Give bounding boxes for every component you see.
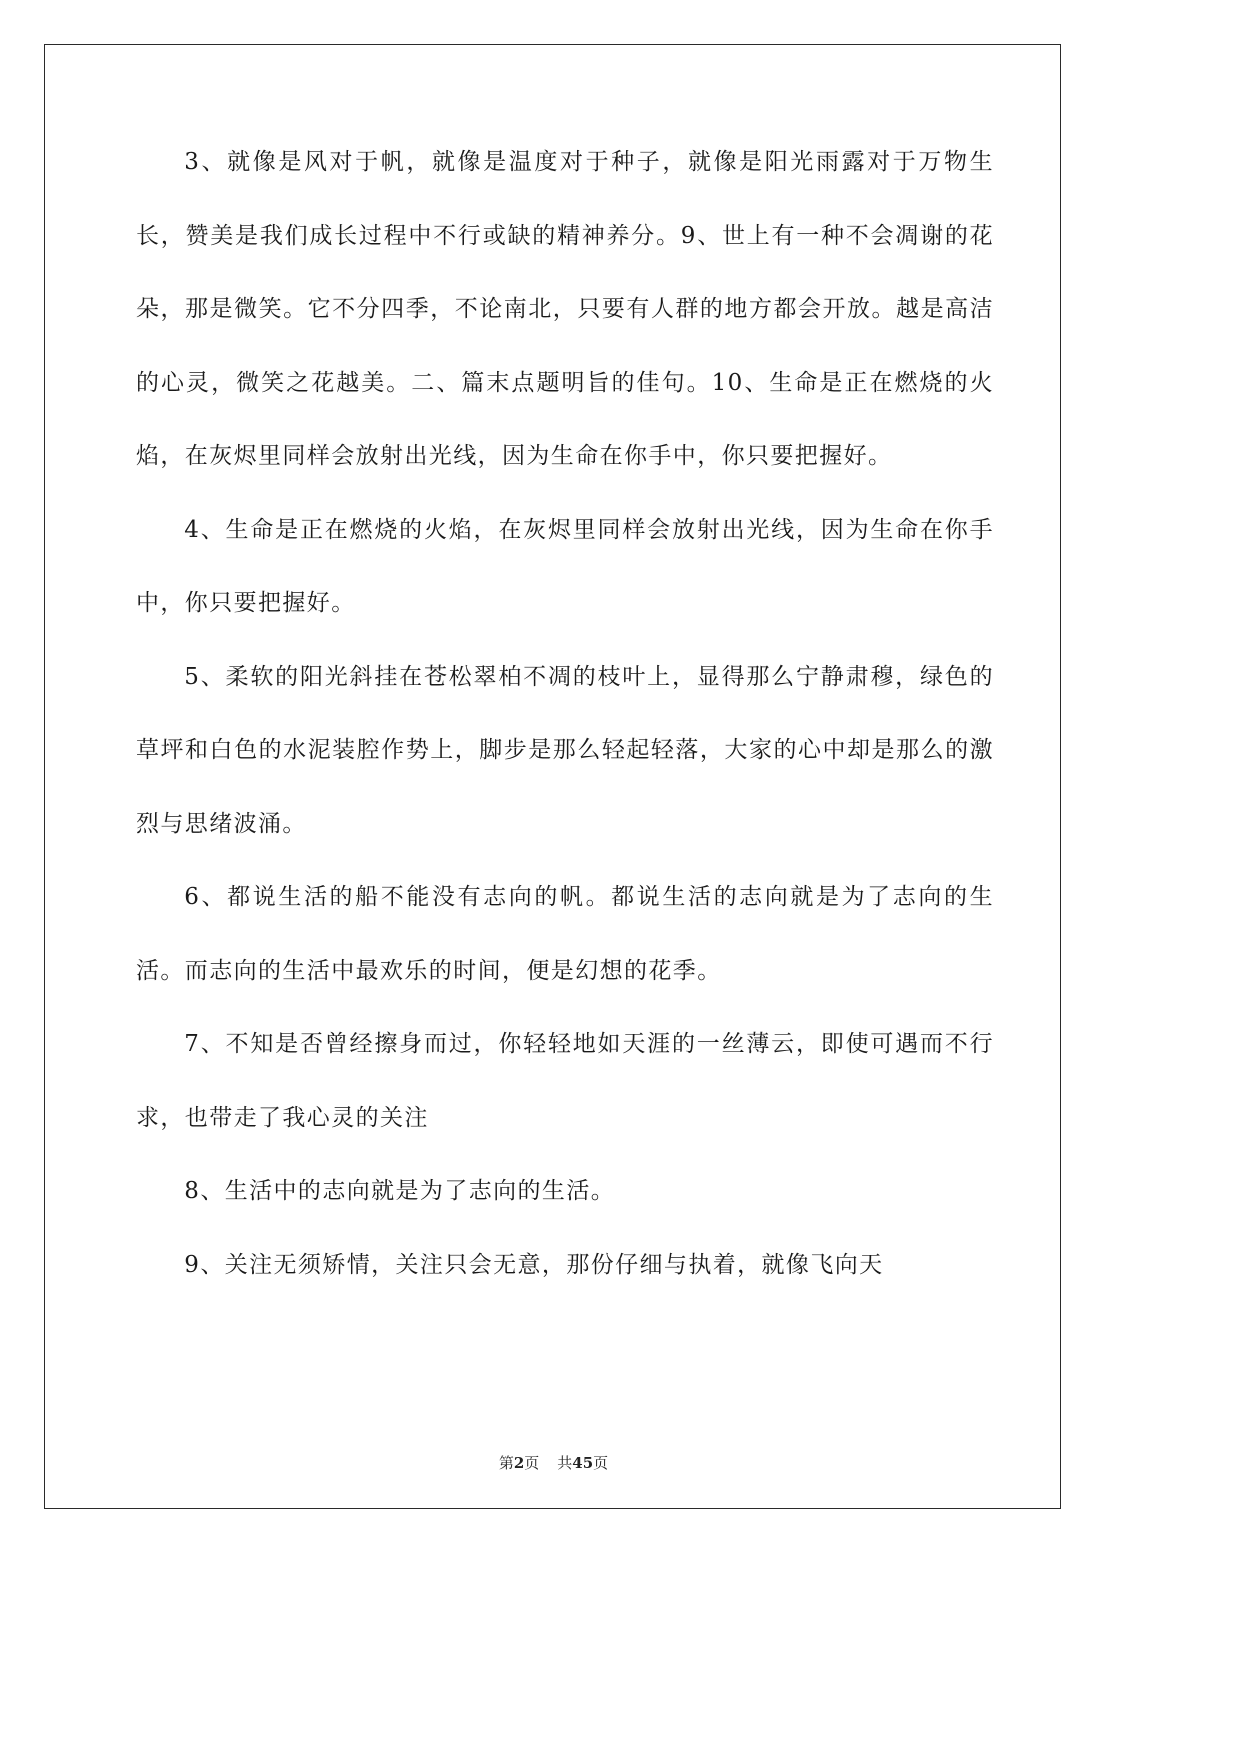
- paragraph-8: 8、生活中的志向就是为了志向的生活。: [184, 1178, 616, 1204]
- paragraph-4: 4、生命是正在燃烧的火焰，在灰烬里同样会放射出光线，因为生命在你手中，你只要把握好。: [136, 516, 994, 616]
- total-pages: 45: [572, 1454, 594, 1472]
- paragraph-9: 9、关注无须矫情，关注只会无意，那份仔细与执着，就像飞向天: [184, 1251, 884, 1278]
- paragraph-3: 3、就像是风对于帆，就像是温度对于种子，就像是阳光雨露对于万物生长，赞美是我们成长过程中不行或缺的精神养分。9、世上有一种不会凋谢的花朵，那是微笑。它不分四季，不论南北，只要有人群的地方都会开放。越是高洁的心灵，微笑之花越美。二、篇末点题明旨的佳句。10、生命是正在燃烧的火焰，在灰烬里同样会放射出光线，因为生命在你手中，你只要把握好。: [136, 149, 994, 469]
- page-prefix: 第: [498, 1454, 514, 1472]
- total-prefix: 共: [557, 1454, 573, 1472]
- body-text: [136, 126, 994, 1302]
- page-footer: [0, 1451, 1107, 1475]
- paragraph-5: 5、柔软的阳光斜挂在苍松翠柏不凋的枝叶上，显得那么宁静肃穆，绿色的草坪和白色的水泥装腔作势上，脚步是那么轻起轻落，大家的心中却是那么的激烈与思绪波涌。: [136, 663, 994, 837]
- page-suffix: 页: [524, 1454, 540, 1472]
- total-suffix: 页: [593, 1454, 609, 1472]
- paragraph-7: 7、不知是否曾经擦身而过，你轻轻地如天涯的一丝薄云，即使可遇而不行求，也带走了我心灵的关注: [136, 1031, 994, 1131]
- page-number: 2: [513, 1454, 525, 1472]
- paragraph-6: 6、都说生活的船不能没有志向的帆。都说生活的志向就是为了志向的生活。而志向的生活中最欢乐的时间，便是幻想的花季。: [136, 884, 994, 984]
